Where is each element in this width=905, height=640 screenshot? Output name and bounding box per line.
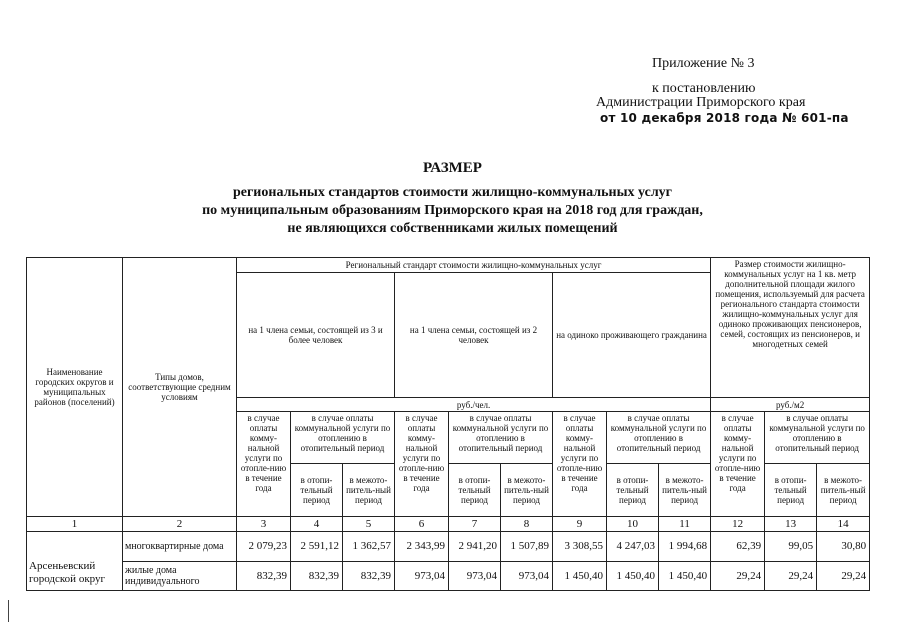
- value-cell: 832,39: [291, 561, 343, 590]
- header-case-heating: в случае оплаты коммунальной услуги по отоплению в отопительный период: [607, 411, 711, 463]
- table-row: [27, 532, 870, 561]
- document-title: РАЗМЕР: [423, 160, 482, 176]
- value-cell: 30,80: [817, 532, 870, 561]
- value-cell: 1 450,40: [659, 561, 711, 590]
- header-extra-area: Размер стоимости жилищно-коммунальных услуг на 1 кв. метр дополнительной площади жилого помещения, используемый для расчета регионального стандарта стоимости жилищно-коммунальных услуг для одиноко проживающих пенсионеров, семей, состоящих из пенсионеров, и многодетных семей: [711, 258, 870, 398]
- resolution-date-number: от 10 декабря 2018 года № 601-па: [600, 110, 849, 126]
- column-number: 9: [553, 516, 607, 532]
- value-cell: 29,24: [711, 561, 765, 590]
- value-cell: 2 941,20: [449, 532, 501, 561]
- header-group-3plus: на 1 члена семьи, состоящей из 3 и более человек: [237, 272, 395, 398]
- value-cell: 1 362,57: [343, 532, 395, 561]
- header-case-heating: в случае оплаты коммунальной услуги по отоплению в отопительный период: [449, 411, 553, 463]
- value-cell: 2 079,23: [237, 532, 291, 561]
- unit-rub-per-m2: руб./м2: [711, 398, 870, 412]
- column-number: 10: [607, 516, 659, 532]
- column-number: 7: [449, 516, 501, 532]
- value-cell: 2 343,99: [395, 532, 449, 561]
- header-regional-standard: Региональный стандарт стоимости жилищно-коммунальных услуг: [237, 258, 711, 273]
- municipality-name: Арсеньевский городской округ: [27, 532, 123, 591]
- house-type: жилые дома индивидуального: [123, 561, 237, 590]
- value-cell: 832,39: [343, 561, 395, 590]
- house-type: многоквартирные дома: [123, 532, 237, 561]
- column-number: 2: [123, 516, 237, 532]
- header-case-payment: в случае оплаты комму-нальной услуги по отопле-нию в течение года: [553, 411, 607, 516]
- header-group-2: на 1 члена семьи, состоящей из 2 человек: [395, 272, 553, 398]
- value-cell: 1 450,40: [553, 561, 607, 590]
- column-number: 12: [711, 516, 765, 532]
- annex-label: Приложение № 3: [652, 56, 755, 71]
- header-heating-period: в отопи-тельный период: [449, 464, 501, 516]
- column-number: 14: [817, 516, 870, 532]
- header-case-payment: в случае оплаты комму-нальной услуги по отопле-нию в течение года: [395, 411, 449, 516]
- administration-label: Администрации Приморского края: [596, 95, 806, 110]
- column-number: 8: [501, 516, 553, 532]
- column-number: 1: [27, 516, 123, 532]
- value-cell: 2 591,12: [291, 532, 343, 561]
- table-row: [27, 561, 870, 590]
- column-number: 11: [659, 516, 711, 532]
- value-cell: 1 507,89: [501, 532, 553, 561]
- value-cell: 4 247,03: [607, 532, 659, 561]
- header-interheating-period: в межото-питель-ный период: [659, 464, 711, 516]
- document-subtitle-line-1: региональных стандартов стоимости жилищно-коммунальных услуг: [232, 185, 673, 200]
- column-number: 6: [395, 516, 449, 532]
- value-cell: 973,04: [449, 561, 501, 590]
- header-case-payment: в случае оплаты комму-нальной услуги по отопле-нию в течение года: [237, 411, 291, 516]
- header-interheating-period: в межото-питель-ный период: [343, 464, 395, 516]
- value-cell: 99,05: [765, 532, 817, 561]
- header-heating-period: в отопи-тельный период: [765, 464, 817, 516]
- value-cell: 62,39: [711, 532, 765, 561]
- header-heating-period: в отопи-тельный период: [607, 464, 659, 516]
- header-interheating-period: в межото-питель-ный период: [501, 464, 553, 516]
- header-case-heating: в случае оплаты коммунальной услуги по отоплению в отопительный период: [291, 411, 395, 463]
- value-cell: 973,04: [501, 561, 553, 590]
- column-number: 3: [237, 516, 291, 532]
- header-case-payment: в случае оплаты комму-нальной услуги по отопле-нию в течение года: [711, 411, 765, 516]
- value-cell: 1 994,68: [659, 532, 711, 561]
- header-municipality: Наименование городских округов и муниципальных районов (поселений): [27, 258, 123, 517]
- header-group-single: на одиноко проживающего гражданина: [553, 272, 711, 398]
- value-cell: 1 450,40: [607, 561, 659, 590]
- value-cell: 3 308,55: [553, 532, 607, 561]
- resolution-label: к постановлению: [652, 81, 756, 96]
- value-cell: 973,04: [395, 561, 449, 590]
- column-number: 13: [765, 516, 817, 532]
- document-subtitle-line-3: не являющихся собственниками жилых помещений: [287, 221, 618, 236]
- unit-rub-per-person: руб./чел.: [237, 398, 711, 412]
- column-number-row: [27, 516, 870, 532]
- column-number: 4: [291, 516, 343, 532]
- value-cell: 29,24: [817, 561, 870, 590]
- scan-edge-mark: [8, 600, 9, 622]
- column-number: 5: [343, 516, 395, 532]
- value-cell: 832,39: [237, 561, 291, 590]
- document-subtitle-line-2: по муниципальным образованиям Приморского края на 2018 год для граждан,: [202, 203, 703, 218]
- header-house-types: Типы домов, соответствующие средним условиям: [123, 258, 237, 517]
- header-heating-period: в отопи-тельный период: [291, 464, 343, 516]
- value-cell: 29,24: [765, 561, 817, 590]
- header-case-heating: в случае оплаты коммунальной услуги по отоплению в отопительный период: [765, 411, 870, 463]
- standards-table: [26, 257, 870, 591]
- header-interheating-period: в межото-питель-ный период: [817, 464, 870, 516]
